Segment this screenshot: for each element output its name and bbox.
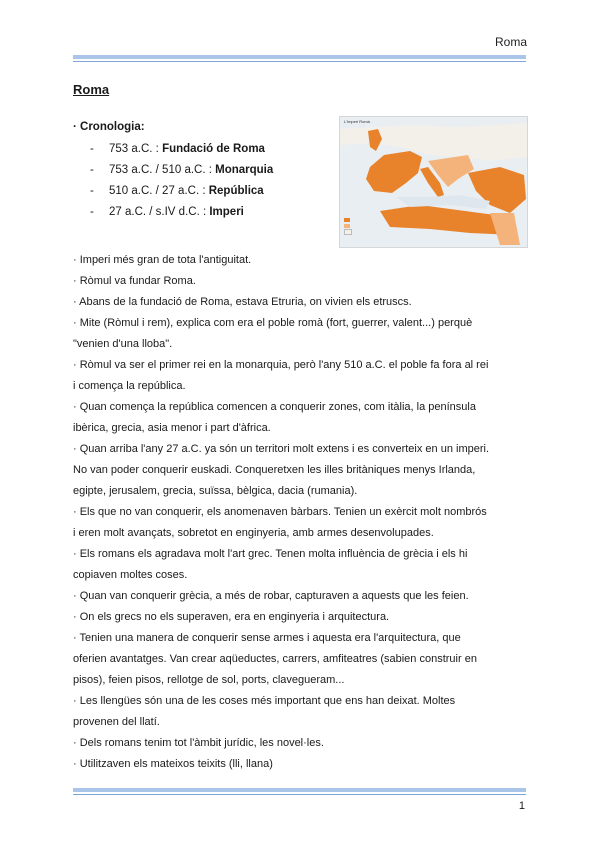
chronology-heading: · Cronologia: [73,121,145,133]
roman-empire-map [339,116,528,248]
text-line: · Quan arriba l'any 27 a.C. ya són un territori molt extens i es converteix en un imperi. [73,443,490,455]
text-line: copiaven moltes coses. [73,569,188,581]
map-title: L'Imperi Romà [344,119,370,124]
text-line: · Els que no van conquerir, els anomenaven bàrbars. Tenien un exèrcit molt nombrós [73,506,487,518]
text-line: egipte, jerusalem, grecia, suïssa, bèlgica, dacia (rumania). [73,485,358,497]
text-line: i comença la república. [73,380,186,392]
page-title: Roma [73,82,110,97]
chronology-item: - 753 a.C. / 510 a.C. : Monarquia [90,164,274,176]
text-line: · Imperi més gran de tota l'antiguitat. [73,254,252,266]
text-line: provenen del llatí. [73,716,160,728]
text-line: pisos), feien pisos, rellotge de sol, ports, clavegueram... [73,674,345,686]
text-line: · Abans de la fundació de Roma, estava Etruria, on vivien els etruscs. [73,296,412,308]
text-line: · Els romans els agradava molt l'art grec. Tenen molta influència de grècia i els hi [73,548,468,560]
text-line: "venien d'una lloba". [73,338,173,350]
text-line: · Mite (Ròmul i rem), explica com era el poble romà (fort, guerrer, valent...) perquè [73,317,473,329]
chronology-item: - 753 a.C. : Fundació de Roma [90,143,265,155]
text-line: No van poder conquerir euskadi. Conqueretxen les illes britàniques menys Irlanda, [73,464,476,476]
text-line: i eren molt avançats, sobretot en enginyeria, amb armes desenvolupades. [73,527,434,539]
chronology-item: - 27 a.C. / s.IV d.C. : Imperi [90,206,244,218]
text-line: · Tenien una manera de conquerir sense armes i aquesta era l'arquitectura, que [73,632,461,644]
map-legend [344,217,354,235]
text-line: · Ròmul va fundar Roma. [73,275,196,287]
text-line: · Dels romans tenim tot l'àmbit jurídic, les novel·les. [73,737,324,749]
map-drawing [340,117,527,247]
text-line: oferien avantatges. Van crear aqüeductes, carrers, amfiteatres (sabien construir en [73,653,477,665]
body-text [73,250,543,775]
text-line: · Ròmul va ser el primer rei en la monarquia, però l'any 510 a.C. el poble fa fora al rei [73,359,489,371]
text-line: · Utilitzaven els mateixos teixits (lli, llana) [73,758,273,770]
header-rule [73,55,526,59]
text-line: · Quan van conquerir grècia, a més de robar, capturaven a aquests que les feien. [73,590,469,602]
chronology-item: - 510 a.C. / 27 a.C. : República [90,185,264,197]
text-line: ibèrica, grecia, asia menor i part d'àfrica. [73,422,271,434]
header-title: Roma [494,35,527,49]
text-line: · Quan comença la república comencen a conquerir zones, com itàlia, la península [73,401,476,413]
footer-rule [73,788,526,792]
chronology-list [90,139,273,223]
page-number: 1 [518,800,525,812]
text-line: · On els grecs no els superaven, era en enginyeria i arquitectura. [73,611,390,623]
text-line: · Les llengües són una de les coses més important que ens han deixat. Moltes [73,695,456,707]
